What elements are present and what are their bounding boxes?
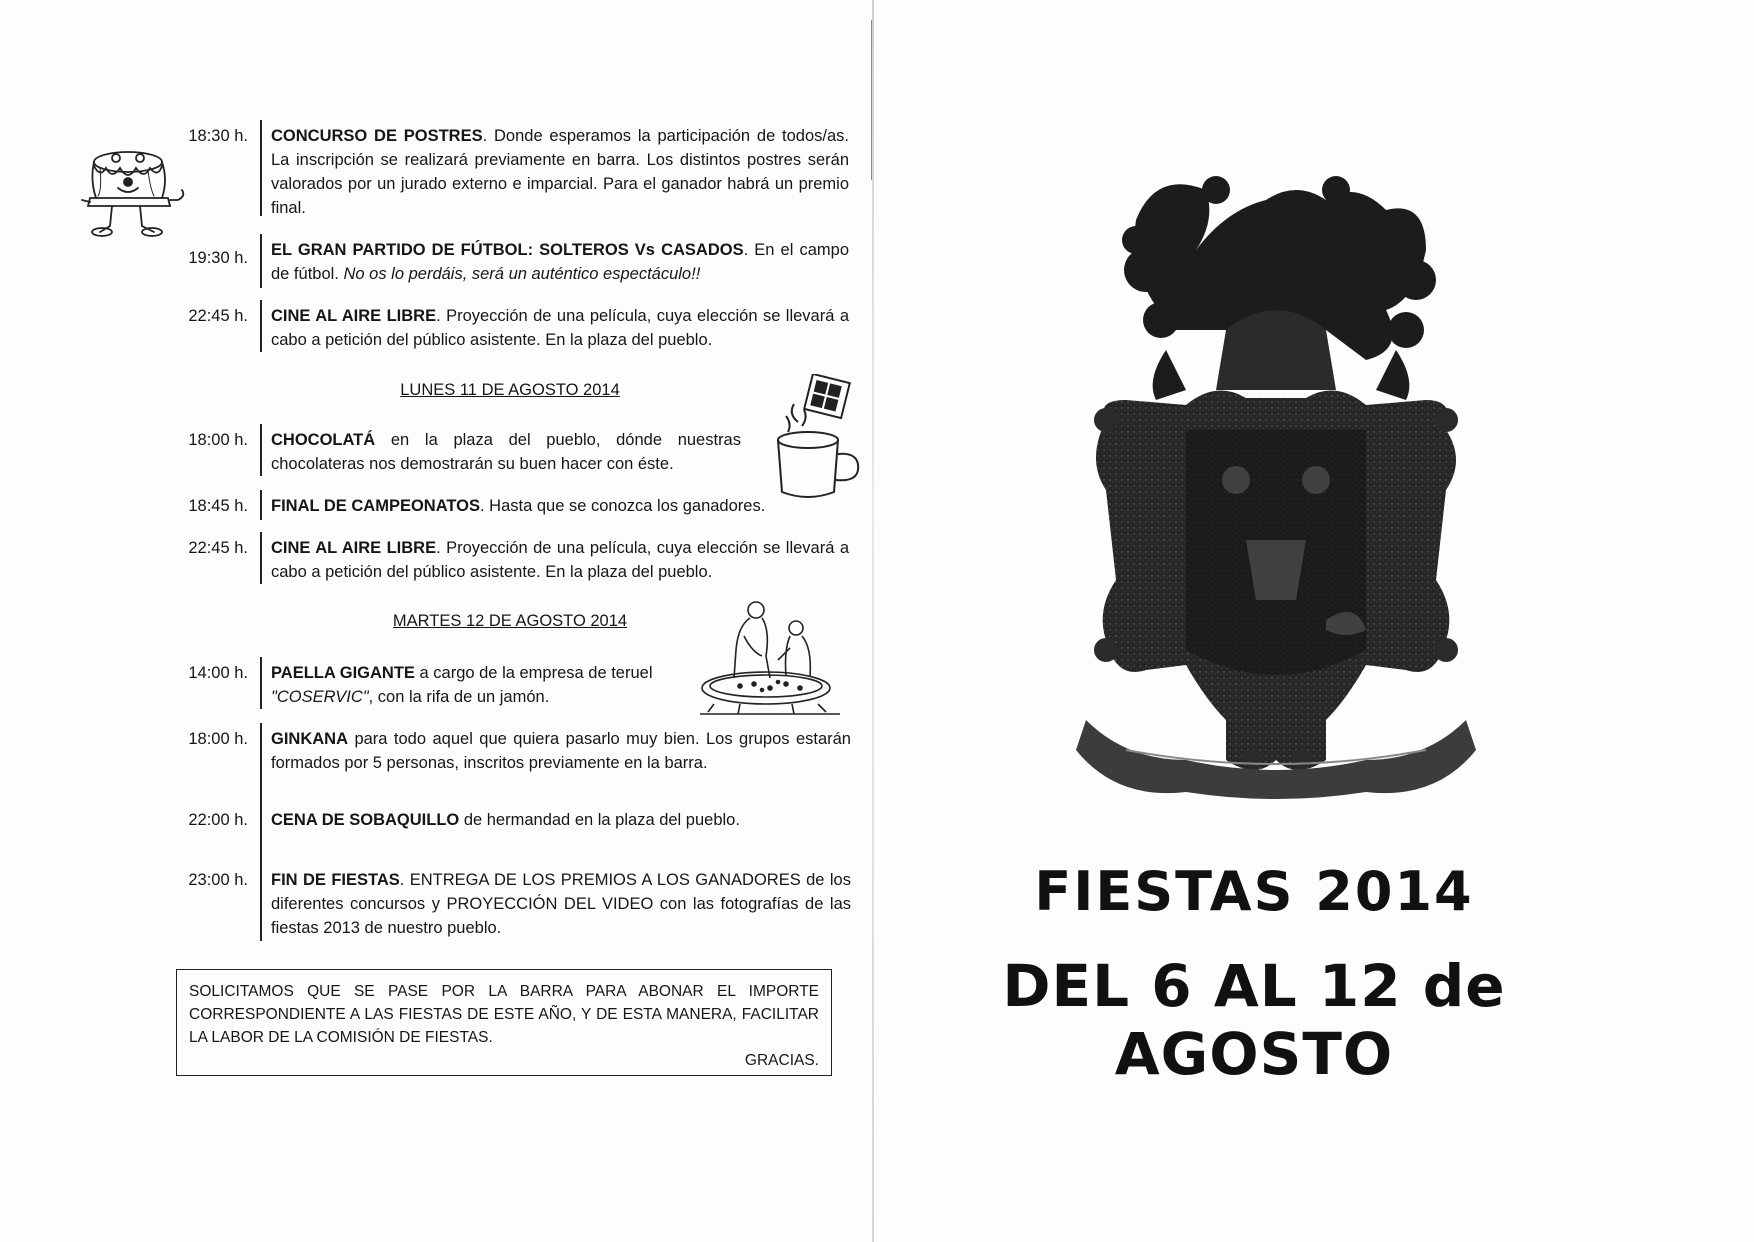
event-text: . ENTREGA DE LOS PREMIOS A LOS GANADORES de los diferentes concursos y PROYECCIÓN DEL VIDEO con las fotografías de las fiestas 2013 de nuestro pueblo.	[271, 871, 851, 937]
event-text: . Proyección de una película, cuya elección se llevará a cabo a petición del público asistente. En la plaza del pueblo.	[271, 539, 849, 581]
event-text: , con la rifa de un jamón.	[368, 688, 550, 706]
event-divider	[260, 490, 262, 520]
event-text: . Proyección de una película, cuya elección se llevará a cabo a petición del público asistente. En la plaza del pueblo.	[271, 307, 849, 349]
event-divider	[260, 532, 262, 584]
coat-of-arms	[1066, 160, 1486, 800]
event-description	[271, 428, 741, 476]
day-heading-martes: MARTES 12 DE AGOSTO 2014	[392, 612, 628, 630]
event-text: a cargo de la empresa de teruel	[414, 664, 653, 682]
event-divider	[260, 424, 262, 476]
event-divider	[260, 657, 262, 709]
event-text: . Donde esperamos la participación de todos/as. La inscripción se realizará previamente en barra. Los distintos postres serán valorados por un jurado externo e imparcial. Para el ganador habrá un premio final.	[271, 127, 850, 217]
event-title: CINE AL AIRE LIBRE	[271, 307, 437, 325]
event-description	[271, 727, 851, 775]
event-text: para todo aquel que quiera pasarlo muy bien. Los grupos estarán formados por 5 personas, inscritos previamente en la barra.	[271, 730, 851, 772]
event-description	[271, 808, 851, 832]
paella-cooks-icon	[700, 600, 840, 716]
payment-notice-thanks: GRACIAS.	[744, 1052, 819, 1069]
event-time: 18:00 h.	[188, 431, 248, 449]
event-title: GINKANA	[271, 730, 348, 748]
event-title: CONCURSO DE POSTRES	[271, 127, 483, 145]
event-description	[271, 536, 849, 584]
chocolate-cup-icon	[768, 374, 864, 502]
payment-notice-box	[176, 969, 832, 1076]
event-text: . En el campo de fútbol.	[271, 241, 850, 283]
event-time: 22:45 h.	[188, 307, 248, 325]
event-time: 22:45 h.	[188, 539, 248, 557]
event-title: PAELLA GIGANTE	[271, 664, 415, 682]
event-title: FIN DE FIESTAS	[271, 871, 400, 889]
event-divider	[260, 234, 262, 288]
event-time: 23:00 h.	[188, 871, 248, 889]
event-italic: "COSERVIC"	[271, 688, 369, 706]
event-time: 22:00 h.	[188, 811, 248, 829]
event-italic: No os lo perdáis, será un auténtico espectáculo!!	[343, 265, 701, 283]
event-time: 18:45 h.	[188, 497, 248, 515]
event-description	[271, 494, 849, 518]
event-text: . Hasta que se conozca los ganadores.	[480, 497, 766, 515]
payment-notice-text: SOLICITAMOS QUE SE PASE POR LA BARRA PARA ABONAR EL IMPORTE CORRESPONDIENTE A LAS FIESTAS DE ESTE AÑO, Y DE ESTA MANERA, FACILITAR LA LABOR DE LA COMISIÓN DE FIESTAS.	[189, 983, 819, 1046]
cover-dates: DEL 6 AL 12 de AGOSTO	[1002, 952, 1506, 1088]
event-text: de hermandad en la plaza del pueblo.	[459, 811, 740, 829]
event-title: CHOCOLATÁ	[271, 431, 376, 449]
event-title: FINAL DE CAMPEONATOS	[271, 497, 481, 515]
schedule-panel	[0, 0, 872, 1242]
event-description	[271, 124, 849, 220]
event-title: EL GRAN PARTIDO DE FÚTBOL: SOLTEROS Vs CASADOS	[271, 241, 744, 259]
event-divider	[260, 723, 262, 941]
event-description	[271, 304, 849, 352]
event-description	[271, 238, 849, 286]
event-divider	[260, 300, 262, 352]
cover-title: FIESTAS 2014	[1034, 860, 1474, 923]
day-heading-lunes: LUNES 11 DE AGOSTO 2014	[400, 381, 620, 399]
event-title: CINE AL AIRE LIBRE	[271, 539, 437, 557]
event-divider	[260, 120, 262, 216]
event-description	[271, 661, 711, 709]
cake-icon	[78, 140, 196, 240]
event-time: 14:00 h.	[188, 664, 248, 682]
event-time: 18:30 h.	[188, 127, 248, 145]
event-title: CENA DE SOBAQUILLO	[271, 811, 460, 829]
event-text: en la plaza del pueblo, dónde nuestras chocolateras nos demostrarán su buen hacer con éste.	[271, 431, 741, 473]
event-time: 19:30 h.	[188, 249, 248, 267]
event-description	[271, 868, 851, 940]
cover-panel	[874, 0, 1754, 1242]
event-time: 18:00 h.	[188, 730, 248, 748]
